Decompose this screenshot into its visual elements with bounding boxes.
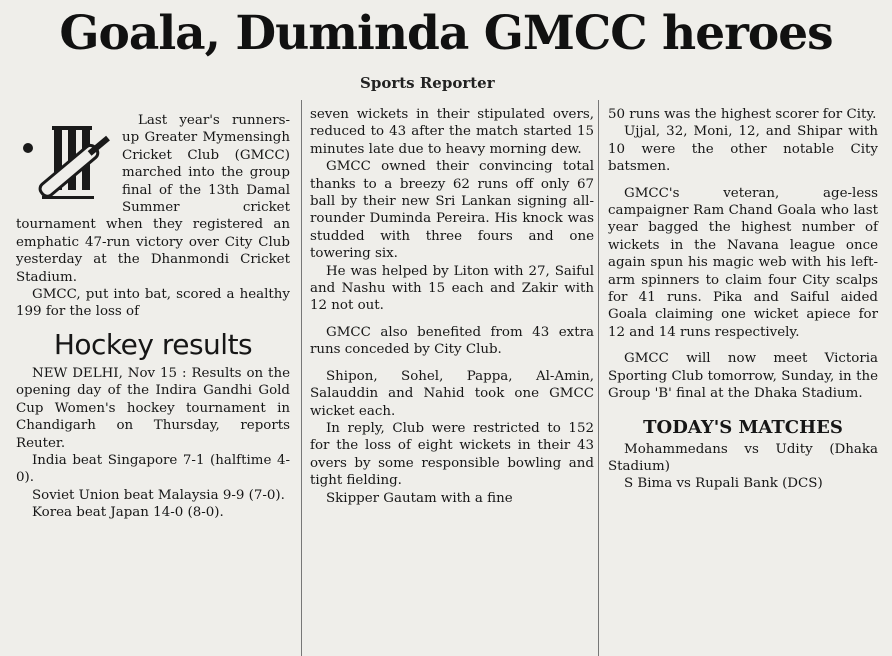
- byline: Sports Reporter: [360, 74, 495, 92]
- article-paragraph: GMCC also benefited from 43 extra runs conceded by City Club.: [310, 324, 594, 358]
- column-1: [16, 112, 290, 522]
- hockey-result: Korea beat Japan 14-0 (8-0).: [32, 505, 224, 521]
- article-paragraph: Shipon, Sohel, Pappa, Al-Amin, Salauddin and Nahid took one GMCC wicket each.: [310, 368, 594, 419]
- hockey-paragraph: NEW DELHI, Nov 15 : Results on the opening day of the Indira Gandhi Gold Cup Women's hockey tournament in Chandigarh on Thursday, reports Reuter.: [16, 365, 290, 451]
- article-paragraph: He was helped by Liton with 27, Saiful and Nashu with 15 each and Zakir with 12 not out.: [310, 263, 594, 314]
- column-2: [310, 106, 594, 507]
- column-divider: [301, 100, 302, 656]
- article-paragraph: Last year's runners-up Greater Mymensingh Cricket Club (GMCC) marched into the group final of the 13th Damal Summer cricket tournament when they registered an emphatic 47-run victory over City Club yesterday at the Dhanmondi Cricket Stadium.: [16, 113, 290, 285]
- headline: Goala, Duminda GMCC heroes: [59, 6, 833, 61]
- article-paragraph: GMCC will now meet Victoria Sporting Club tomorrow, Sunday, in the Group 'B' final at the Dhaka Stadium.: [608, 351, 878, 402]
- todays-matches-heading: TODAY'S MATCHES: [643, 416, 843, 438]
- match-listing: Mohammedans vs Udity (Dhaka Stadium): [608, 441, 878, 474]
- match-listing: S Bima vs Rupali Bank (DCS): [624, 476, 823, 492]
- hockey-result: Soviet Union beat Malaysia 9-9 (7-0).: [32, 487, 285, 503]
- article-paragraph: seven wickets in their stipulated overs, reduced to 43 after the match started 15 minutes late due to heavy morning dew.: [310, 107, 594, 157]
- cricket-bat-stumps-icon: [16, 112, 114, 214]
- article-paragraph: GMCC's veteran, age-less campaigner Ram Chand Goala who last year bagged the highest number of wickets in the Navana league once again spun his magic web with his left-arm spinners to claim four City scalps for 41 runs. Pika and Saiful aided Goala claiming one wicket apiece for 12 and 14 runs respectively.: [608, 185, 878, 340]
- article-paragraph: Ujjal, 32, Moni, 12, and Shipar with 10 were the other notable City batsmen.: [608, 124, 878, 175]
- article-paragraph: GMCC owned their convincing total thanks to a breezy 62 runs off only 67 ball by their new Sri Lankan signing all-rounder Duminda Pereira. His knock was studded with three fours and one towering six.: [310, 159, 594, 262]
- article-paragraph: Skipper Gautam with a fine: [326, 490, 513, 506]
- hockey-result: India beat Singapore 7-1 (halftime 4-0).: [16, 452, 290, 486]
- article-paragraph: 50 runs was the highest scorer for City.: [608, 107, 877, 122]
- article-paragraph: GMCC, put into bat, scored a healthy 199 for the loss of: [16, 287, 290, 320]
- article-paragraph: In reply, Club were restricted to 152 for the loss of eight wickets in their 43 overs by some responsible bowling and tight fielding.: [310, 420, 594, 489]
- column-3: [608, 106, 878, 493]
- hockey-results-heading: Hockey results: [53, 327, 253, 361]
- column-divider: [598, 100, 599, 656]
